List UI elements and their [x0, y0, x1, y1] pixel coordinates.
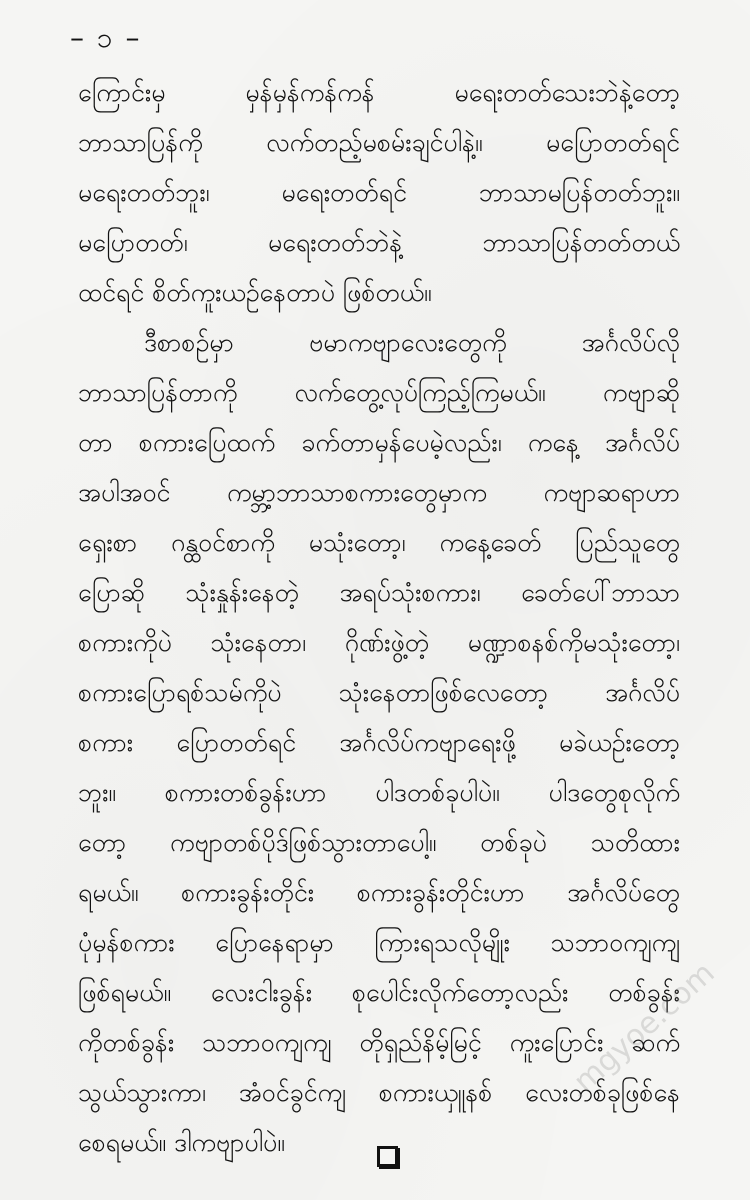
text-line: ပုံမှန်စကား ပြောနေရာမှာ ကြားရသလိုမျိုး သဘာဝကျကျ	[78, 928, 680, 957]
text-line: ဖြစ်ရမယ်။ လေးငါးခွန်း စုပေါင်းလိုက်တော့လည်း တစ်ခွန်း	[78, 978, 680, 1007]
text-line: ကြောင်းမှ မှန်မှန်ကန်ကန် မရေးတတ်သေးဘဲနဲ့တော့	[78, 78, 680, 107]
text-line: တော့ ကဗျာတစ်ပိုဒ်ဖြစ်သွားတာပေါ့။ တစ်ခုပဲ သတိထား	[78, 828, 680, 857]
text-line: မရေးတတ်ဘူး၊ မရေးတတ်ရင် ဘာသာမပြန်တတ်ဘူး။	[78, 178, 680, 207]
text-line: ဘာသာပြန်တာကို လက်တွေ့လုပ်ကြည့်ကြမယ်။ ကဗျာဆို	[78, 378, 680, 407]
page-number: – ၁ –	[70, 21, 142, 54]
body-text	[78, 68, 680, 1168]
text-line: ရမယ်။ စကားခွန်းတိုင်း စကားခွန်းတိုင်းဟာ အင်္ဂလိပ်တွေ	[78, 878, 680, 907]
text-line: မပြောတတ်၊ မရေးတတ်ဘဲနဲ့ ဘာသာပြန်တတ်တယ်	[78, 228, 680, 257]
text-line: စေရမယ်။ ဒါကဗျာပါပဲ။	[78, 1128, 285, 1157]
text-line: အပါအဝင် ကမ္ဘာ့ဘာသာစကားတွေမှာက ကဗျာဆရာဟာ	[78, 478, 680, 507]
text-line: စကား ပြောတတ်ရင် အင်္ဂလိပ်ကဗျာရေးဖို့ မခဲယဉ်းတော့	[78, 728, 680, 757]
text-line: စကားပြောရစ်သမ်ကိုပဲ သုံးနေတာဖြစ်လေတော့ အင်္ဂလိပ်	[78, 678, 680, 707]
paragraph-first-line: ဒီစာစဉ်မှာ ဗမာကဗျာလေးတွေကို အင်္ဂလိပ်လို	[144, 328, 680, 357]
end-of-section-square-icon	[377, 1146, 398, 1167]
text-line: စကားကိုပဲ သုံးနေတာ၊ ဂိုဏ်းဖွဲ့တဲ့ မဏ္ဍာစနစ်ကိုမသုံးတော့၊	[78, 628, 680, 657]
text-line: ဘာသာပြန်ကို လက်တည့်မစမ်းချင်ပါနဲ့။ မပြောတတ်ရင်	[78, 128, 680, 157]
text-line: ပြောဆို သုံးနှုန်းနေတဲ့ အရပ်သုံးစကား၊ ခေတ်ပေါ်ဘာသာ	[78, 578, 680, 607]
text-line: ကိုတစ်ခွန်း သဘာဝကျကျ တိုရှည်နိမ့်မြင့် ကူးပြောင်း ဆက်	[78, 1028, 680, 1057]
text-line: ဘူး။ စကားတစ်ခွန်းဟာ ပါဒတစ်ခုပါပဲ။ ပါဒတွေစုလိုက်	[78, 778, 680, 807]
text-line: သွယ်သွားကာ၊ အံဝင်ခွင်ကျ စကားယှူနစ် လေးတစ်ခုဖြစ်နေ	[78, 1078, 680, 1107]
text-line: တာ စကားပြေထက် ခက်တာမှန်ပေမဲ့လည်း၊ ကနေ့ အင်္ဂလိပ်	[78, 428, 680, 457]
text-line: ရှေးစာ ဂန္ထဝင်စာကို မသုံးတော့၊ ကနေ့ခေတ် ပြည်သူတွေ	[78, 528, 680, 557]
watermark: .mgyoe.com	[560, 955, 722, 1107]
text-line: ထင်ရင် စိတ်ကူးယဉ်နေတာပဲ ဖြစ်တယ်။	[78, 278, 432, 307]
